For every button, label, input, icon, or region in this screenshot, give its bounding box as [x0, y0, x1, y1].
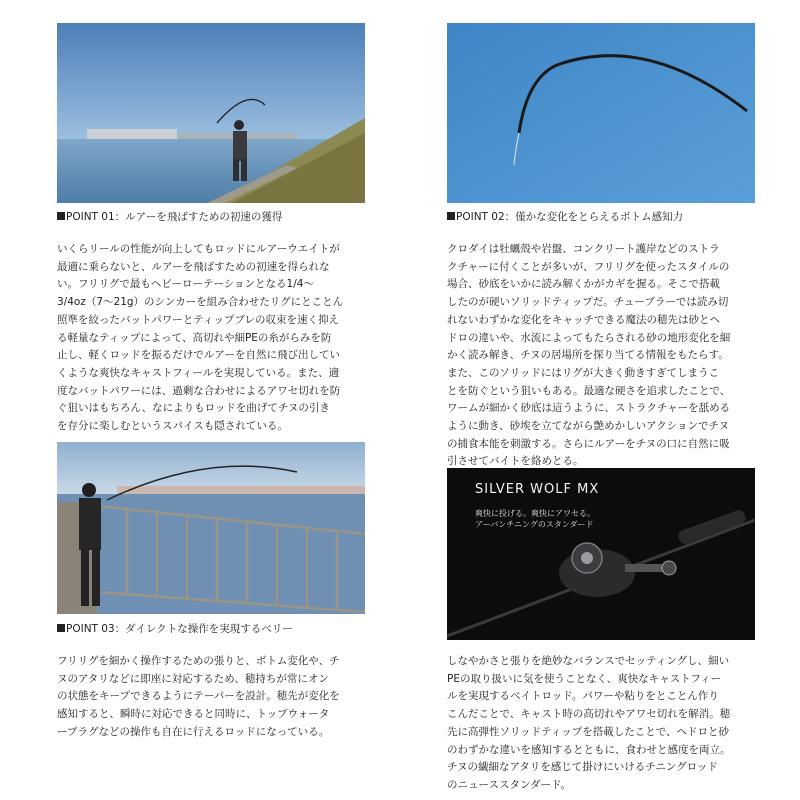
body-line: 場合、砂底をいかに読み解くかがカギを握る。そこで搭載: [447, 278, 720, 291]
body-line: こんだことで、キャスト時の高切れやアワセ切れを解消。穂: [447, 708, 731, 721]
point-01-body: [57, 241, 367, 436]
bullet-square: [447, 212, 455, 220]
body-line: ように動き、砂埃を立てながら艶めかしいアクションでチヌ: [447, 420, 730, 433]
caption-text: POINT 01：ルアーを飛ばすための初速の獲得: [66, 211, 283, 223]
product-ad-image: [447, 468, 755, 640]
point-01-caption: [57, 210, 282, 224]
product-tagline-1: 爽快に投げる。爽快にアワセる。: [475, 509, 595, 518]
point-03-body: [57, 653, 367, 742]
body-line: かく読み解き、チヌの居場所を探り当てる情報をもたらす。: [447, 349, 729, 362]
body-line: 止し、軽くロッドを振るだけでルアーを自然に飛び出してい: [57, 349, 340, 362]
body-line: 引させてバイトを絡めとる。: [447, 455, 584, 468]
photo-bent-rod-sky: [447, 23, 755, 203]
body-line: る軽量なティップによって、高切れや細PEの糸がらみを防: [57, 331, 332, 344]
body-line: ープラグなどの操作も自在に行えるロッドになっている。: [57, 725, 330, 738]
body-line: 照準を絞ったバットパワーとティップブレの収束を速く抑え: [57, 313, 340, 326]
body-line: 先に高弾性ソリッドティップを搭載したことで、ヘドロと砂: [447, 725, 730, 738]
bullet-square: [57, 624, 65, 632]
product-tagline-2: アーバンチニングのスタンダード: [475, 520, 594, 529]
body-line: ぐ狙いはもちろん、なによりもロッドを曲げてチヌの引き: [57, 402, 330, 415]
body-line: の状態をキープできるようにテーパーを設計。穂先が変化を: [57, 690, 340, 703]
body-line: 最適に乗らないと、ルアーを飛ばすための初速を得られな: [57, 260, 330, 273]
body-line: ドロの違いや、水流によってもたらされる砂の地形変化を細: [447, 331, 731, 344]
body-line: 度なバットパワーには、過剰な合わせによるアワセ切れを防: [57, 384, 341, 397]
body-line: 3/4oz（7〜21g）のシンカーを組み合わせたリグにとことん: [57, 296, 344, 309]
caption-text: POINT 03：ダイレクトな操作を実現するベリー: [66, 623, 293, 635]
photo-angler-railing: [57, 442, 365, 614]
photo-angler-embankment: [57, 23, 365, 203]
body-line: PEの取り扱いに気を使うことなく、爽快なキャストフィー: [447, 672, 722, 685]
body-line: ワームが細かく砂底は這うように、ストラクチャーを舐める: [447, 402, 731, 415]
body-line: ヌのアタリなどに即座に対応するため、穂持ちが常にオン: [57, 672, 329, 685]
body-line: くような爽快なキャストフィールを実現している。また、適: [57, 366, 340, 379]
body-line: フリリグを細かく操作するための張りと、ボトム変化や、チ: [57, 655, 340, 667]
product-name: SILVER WOLF MX: [475, 482, 600, 497]
body-line: とを防ぐという狙いもある。最適な硬さを追求したことで、: [447, 384, 731, 397]
body-line: の捕食本能を刺激する。さらにルアーをチヌの口に自然に吸: [447, 437, 730, 450]
product-description: [447, 653, 759, 795]
body-line: また、このソリッドにはリグが大きく動きすぎてしまうこ: [447, 366, 720, 379]
bullet-square: [57, 212, 65, 220]
body-line: したのが硬いソリッドティップだ。チューブラーでは読み切: [447, 296, 729, 309]
body-line: れないわずかな変化をキャッチできる魔法の穂先は砂とヘ: [447, 313, 720, 326]
body-line: クロダイは牡蠣殻や岩盤、コンクリート護岸などのストラ: [447, 243, 720, 255]
body-line: を存分に楽しむというスパイスも隠されている。: [57, 420, 288, 433]
body-line: チヌの繊細なアタリを感じて掛けにいけるチニングロッド: [447, 761, 718, 774]
body-line: のわずかな違いを感知するとともに、食わせと感度を両立。: [447, 743, 731, 756]
body-line: しなやかさと張りを絶妙なバランスでセッティングし、細い: [447, 655, 730, 667]
caption-text: POINT 02：僅かな変化をとらえるボトム感知力: [456, 211, 684, 223]
body-line: のニューススタンダード。: [447, 778, 572, 791]
body-line: いくらリールの性能が向上してもロッドにルアーウエイトが: [57, 243, 340, 255]
body-line: クチャーに付くことが多いが、フリリグを使ったスタイルの: [447, 260, 730, 273]
point-02-caption: [447, 210, 683, 224]
body-line: 感知すると、瞬時に対応できると同時に、トップウォータ: [57, 708, 330, 721]
body-line: ルを実現するベイトロッド。パワーや粘りをとことん作り: [447, 690, 719, 703]
point-03-caption: [57, 622, 293, 636]
point-02-body: [447, 241, 759, 471]
body-line: い。フリリグで最もヘビーローテーションとなる1/4〜: [57, 278, 314, 291]
product-tagline: [475, 508, 595, 530]
